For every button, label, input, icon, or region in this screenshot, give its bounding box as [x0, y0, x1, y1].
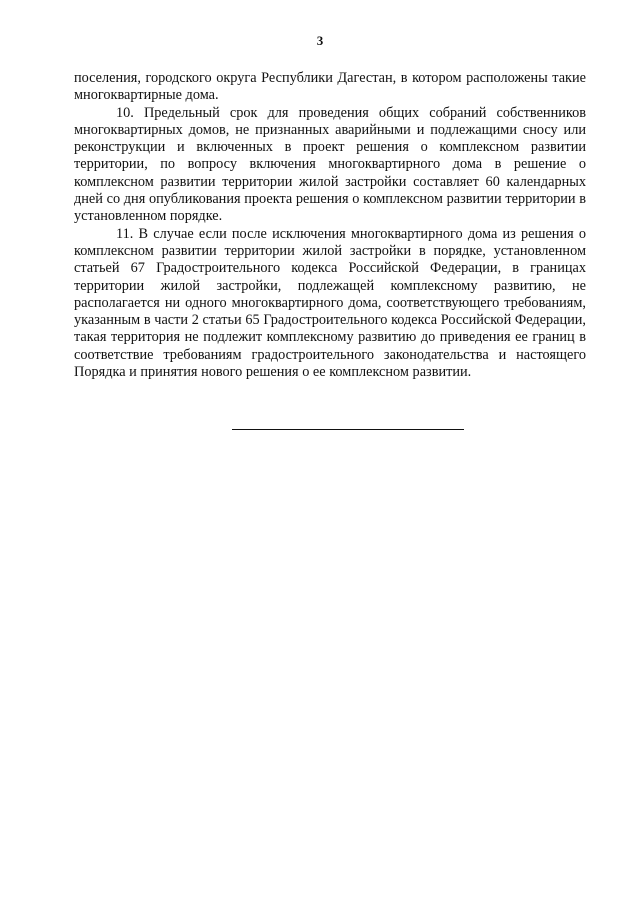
paragraph-item-10: 10. Предельный срок для проведения общих собраний собственников многоквартирных домов, не признанных аварийными и подлежащими сносу или реконструкции и включенных в проект решения о комплексном развитии территории, по вопросу включения многоквартирного дома в решение о комплексном развитии территории жилой застройки составляет 60 календарных дней со дня опубликования проекта решения о комплексном развитии территории в установленном порядке.: [74, 104, 586, 225]
page-number: 3: [316, 33, 324, 48]
document-body: [74, 70, 586, 381]
paragraph-item-11: 11. В случае если после исключения многоквартирного дома из решения о комплексном развитии территории жилой застройки в порядке, установленном статьей 67 Градостроительного кодекса Российской Федерации, в границах территории жилой застройки, подлежащей комплексному развитию, не располагается ни одного многоквартирного дома, соответствующего требованиям, указанным в части 2 статьи 65 Градостроительного кодекса Российской Федерации, такая территория не подлежит комплексному развитию до приведения ее границ в соответствие требованиям градостроительного законодательства и настоящего Порядка и принятия нового решения о ее комплексном развитии.: [74, 225, 586, 381]
paragraph-continuation: поселения, городского округа Республики Дагестан, в котором расположены такие многоквартирные дома.: [74, 70, 586, 104]
end-separator-line: [232, 429, 464, 430]
